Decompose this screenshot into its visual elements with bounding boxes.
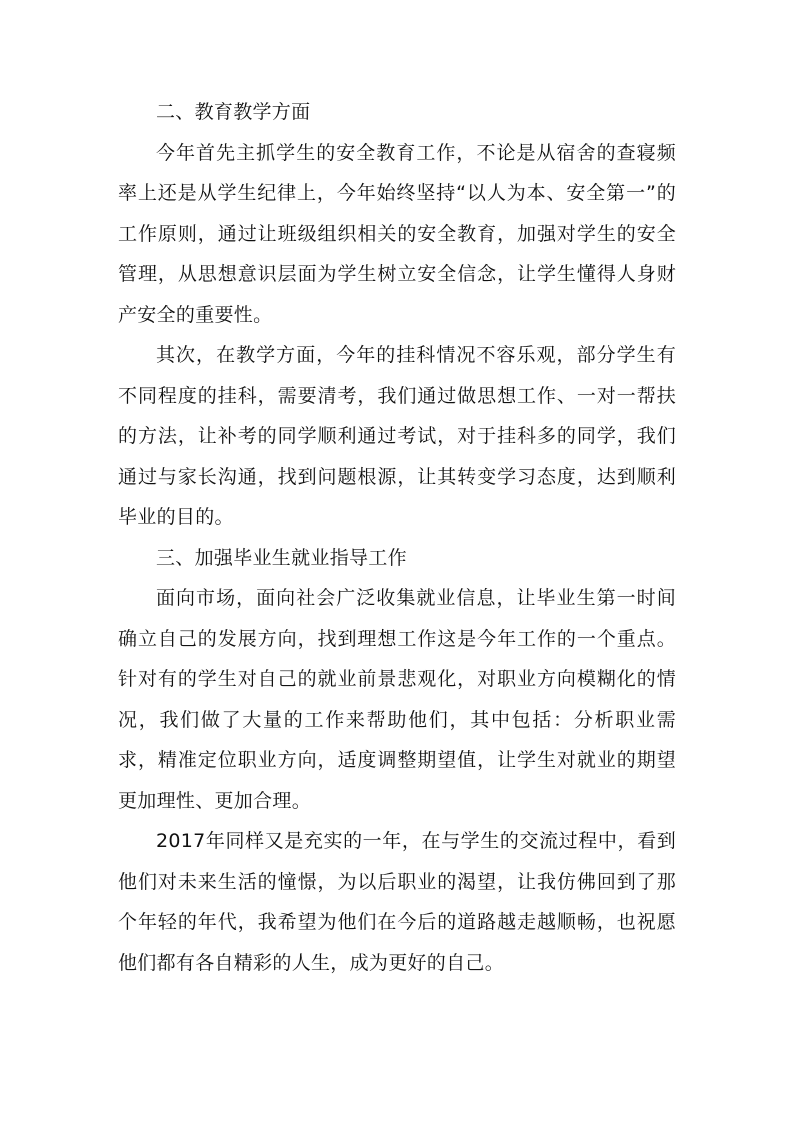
section-heading-education: 二、教育教学方面 (156, 101, 311, 123)
document-body (118, 92, 676, 983)
paragraph-teaching: 其次，在教学方面，今年的挂科情况不容乐观，部分学生有不同程度的挂科，需要清考，我们通过做思想工作、一对一帮扶的方法，让补考的同学顺利通过考试，对于挂科多的同学，我们通过与家长沟通，找到问题根源，让其转变学习态度，达到顺利毕业的目的。 (118, 344, 676, 528)
paragraph-closing: 2017年同样又是充实的一年，在与学生的交流过程中，看到他们对未来生活的憧憬，为以后职业的渴望，让我仿佛回到了那个年轻的年代，我希望为他们在今后的道路越走越顺畅，也祝愿他们都有各自精彩的人生，成为更好的自己。 (118, 830, 676, 974)
paragraph-safety-education: 今年首先主抓学生的安全教育工作，不论是从宿舍的查寝频率上还是从学生纪律上，今年始终坚持“以人为本、安全第一”的工作原则，通过让班级组织相关的安全教育，加强对学生的安全管理，从思想意识层面为学生树立安全信念，让学生懂得人身财产安全的重要性。 (118, 141, 676, 326)
section-heading-employment: 三、加强毕业生就业指导工作 (156, 546, 407, 569)
paragraph-employment-guidance: 面向市场，面向社会广泛收集就业信息，让毕业生第一时间确立自己的发展方向，找到理想工作这是今年工作的一个重点。针对有的学生对自己的就业前景悲观化，对职业方向模糊化的情况，我们做了大量的工作来帮助他们，其中包括：分析职业需求，精准定位职业方向，适度调整期望值，让学生对就业的期望更加理性、更加合理。 (118, 587, 676, 812)
